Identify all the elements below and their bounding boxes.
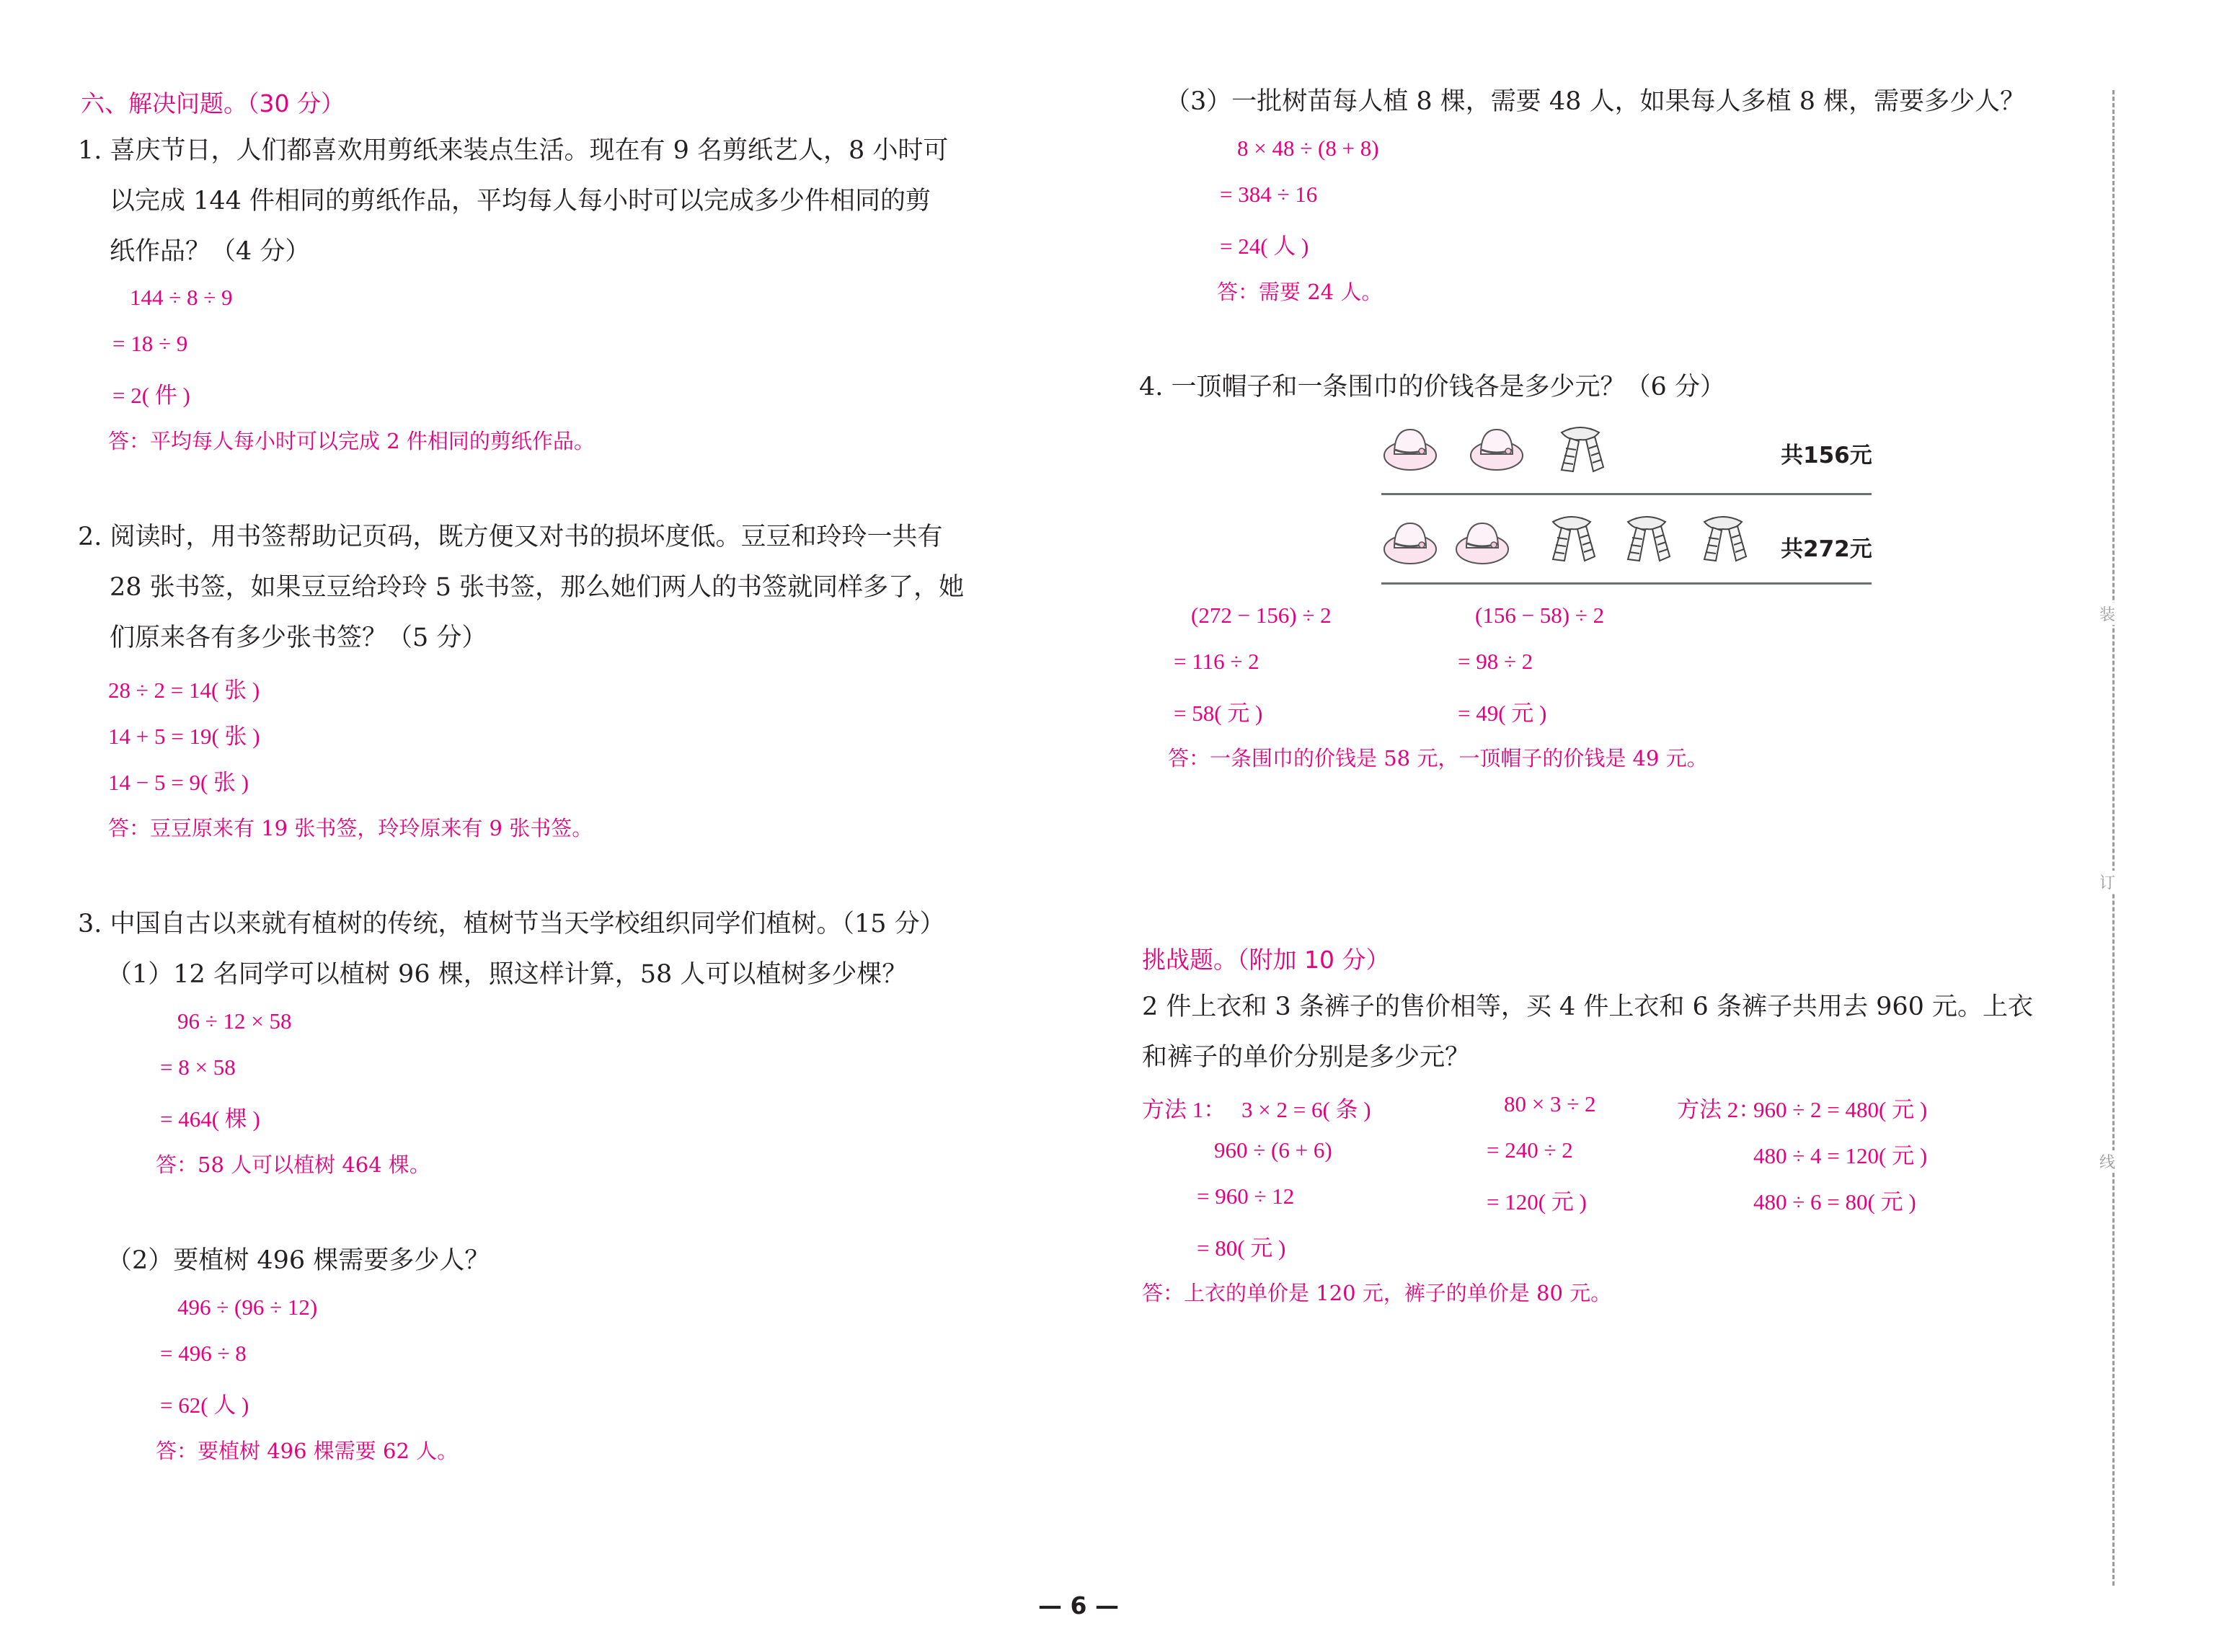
q2-step-1: 28 ÷ 2 = 14( 张 ) [108,678,260,703]
method1-col2-step-2: = 240 ÷ 2 [1487,1137,1573,1163]
q3-part2-step-1: 496 ÷ (96 ÷ 12) [177,1294,318,1320]
challenge-heading: 挑战题。（附加 10 分） [1142,946,1390,974]
binding-char: 订 [2099,871,2115,893]
q2-line-2: 28 张书签，如果豆豆给玲玲 5 张书签，那么她们两人的书签就同样多了，她 [110,573,965,602]
hat-icon [1468,419,1526,477]
q1-line-2: 以完成 144 件相同的剪纸作品，平均每人每小时可以完成多少件相同的剪 [110,187,931,216]
q2-line-1: 2. 阅读时，用书签帮助记页码，既方便又对书的损坏度低。豆豆和玲玲一共有 [78,523,943,551]
q3-part2-step-2: = 496 ÷ 8 [160,1341,247,1366]
q1-step-2: = 18 ÷ 9 [112,331,188,356]
q3-intro: 3. 中国自古以来就有植树的传统，植树节当天学校组织同学们植树。（15 分） [78,910,945,938]
q3-part3-answer: 答：需要 24 人。 [1217,280,1383,304]
shelf-line-1 [1381,493,1872,495]
q3-part1-step-3: = 464( 棵 ) [160,1106,260,1132]
q1-answer: 答：平均每人每小时可以完成 2 件相同的剪纸作品。 [108,429,595,453]
q3-part1-answer: 答：58 人可以植树 464 棵。 [156,1153,430,1177]
q3-part3-step-3: = 24( 人 ) [1220,234,1309,259]
q4-stepB-1: (156 − 58) ÷ 2 [1475,603,1605,628]
row1-total: 共156元 [1781,443,1872,468]
q4-stepA-3: = 58( 元 ) [1174,701,1263,726]
q3-part2-step-3: = 62( 人 ) [160,1393,249,1418]
shelf-line-2 [1381,582,1872,585]
q1-step-3: = 2( 件 ) [112,383,190,408]
method2-label: 方法 2： [1677,1097,1761,1122]
q4-question: 4. 一顶帽子和一条围巾的价钱各是多少元？（6 分） [1139,373,1725,401]
scarf-icon [1618,509,1675,567]
q1-step-1: 144 ÷ 8 ÷ 9 [130,285,233,310]
q3-part2-question: （2）要植树 496 棵需要多少人？ [107,1246,490,1275]
row2-total: 共272元 [1781,536,1872,562]
method1-col1-step-2: 960 ÷ (6 + 6) [1214,1137,1332,1163]
q3-part1-step-2: = 8 × 58 [160,1054,236,1080]
method1-col2-step-1: 80 × 3 ÷ 2 [1504,1091,1596,1116]
q2-line-3: 们原来各有多少张书签？（5 分） [110,623,487,652]
method2-step-2: 480 ÷ 4 = 120( 元 ) [1753,1143,1928,1168]
hat-icon [1381,419,1439,477]
method1-col1-step-4: = 80( 元 ) [1197,1235,1286,1261]
challenge-line-2: 和裤子的单价分别是多少元？ [1142,1043,1471,1072]
q4-stepB-3: = 49( 元 ) [1458,701,1547,726]
scarf-icon [1551,419,1609,477]
method2-step-3: 480 ÷ 6 = 80( 元 ) [1753,1189,1916,1214]
q3-part2-answer: 答：要植树 496 棵需要 62 人。 [156,1439,459,1463]
scarf-icon [1694,509,1752,567]
section-heading: 六、解决问题。（30 分） [81,89,345,117]
q1-line-1: 1. 喜庆节日，人们都喜欢用剪纸来装点生活。现在有 9 名剪纸艺人，8 小时可 [78,136,949,165]
method2-step-1: 960 ÷ 2 = 480( 元 ) [1753,1097,1928,1122]
q3-part3-step-2: = 384 ÷ 16 [1220,182,1318,207]
binding-char: 装 [2099,603,2115,625]
hat-icon [1453,513,1511,571]
binding-dashed-line [2112,90,2115,1586]
challenge-answer: 答：上衣的单价是 120 元，裤子的单价是 80 元。 [1142,1281,1612,1305]
q3-part3-step-1: 8 × 48 ÷ (8 + 8) [1237,136,1379,161]
q2-step-3: 14 − 5 = 9( 张 ) [108,770,249,795]
q4-stepA-2: = 116 ÷ 2 [1174,649,1259,674]
q4-stepA-1: (272 − 156) ÷ 2 [1191,603,1332,628]
method1-label: 方法 1： [1142,1097,1226,1122]
method1-col1-step-1: 3 × 2 = 6( 条 ) [1241,1097,1371,1122]
q3-part1-question: （1）12 名同学可以植树 96 棵，照这样计算，58 人可以植树多少棵？ [107,960,908,989]
scarf-icon [1543,509,1600,567]
q1-line-3: 纸作品？（4 分） [110,237,311,266]
method1-col1-step-3: = 960 ÷ 12 [1197,1184,1295,1209]
challenge-line-1: 2 件上衣和 3 条裤子的售价相等，买 4 件上衣和 6 条裤子共用去 960 元。上衣 [1142,992,2034,1021]
hat-icon [1381,513,1439,571]
page-number: — 6 — [1038,1591,1119,1620]
q4-answer: 答：一条围巾的价钱是 58 元，一顶帽子的价钱是 49 元。 [1168,746,1708,771]
q3-part3-question: （3）一批树苗每人植 8 棵，需要 48 人，如果每人多植 8 棵，需要多少人？ [1165,87,2026,116]
q3-part1-step-1: 96 ÷ 12 × 58 [177,1008,292,1034]
method1-col2-step-3: = 120( 元 ) [1487,1189,1587,1214]
q2-answer: 答：豆豆原来有 19 张书签，玲玲原来有 9 张书签。 [108,816,593,840]
q2-step-2: 14 + 5 = 19( 张 ) [108,724,260,749]
binding-char: 线 [2099,1150,2115,1173]
q4-stepB-2: = 98 ÷ 2 [1458,649,1533,674]
